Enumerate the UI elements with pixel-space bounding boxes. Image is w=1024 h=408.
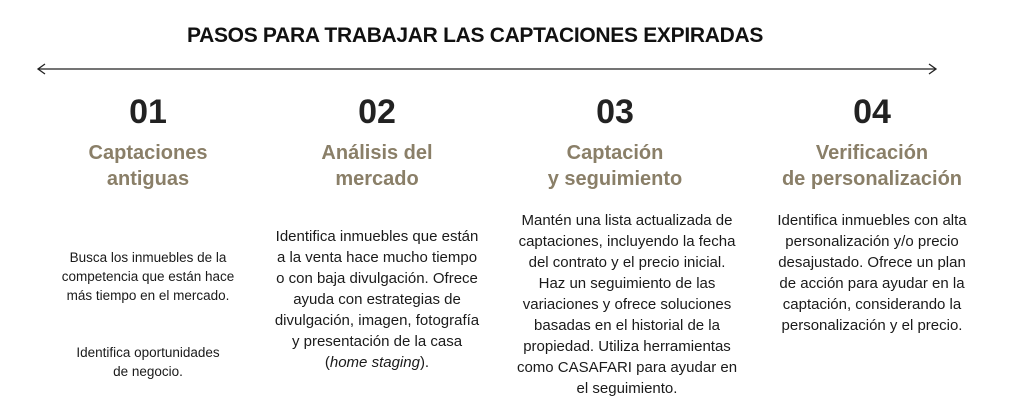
step-text-italic: home staging <box>329 354 420 371</box>
step-heading: Captaciones antiguas <box>88 142 208 190</box>
step-4 <box>760 92 984 192</box>
step-4-description: Identifica inmuebles con alta personalización y/o precio desajustado. Ofrece un plan de acción para ayudar en la captación, considerando la personalización y el precio. <box>777 212 967 334</box>
step-3-description: Mantén una lista actualizada de captaciones, incluyendo la fecha del contrato y el precio inicial. Haz un seguimiento de las variaciones y ofrece soluciones basadas en el historial de la propiedad. Utiliza herramientas como CASAFARI para ayudar en el seguimiento. <box>516 212 738 397</box>
step-number: 01 <box>129 93 167 131</box>
step-number: 02 <box>358 93 396 131</box>
step-2 <box>262 92 492 192</box>
step-heading: Verificación de personalización <box>781 142 963 190</box>
step-2-description <box>257 226 497 373</box>
step-text-paren: ( <box>324 354 330 371</box>
step-number: 04 <box>853 93 891 131</box>
step-text-end: ). <box>419 354 430 371</box>
step-3 <box>500 92 730 192</box>
step-1-description <box>48 229 248 400</box>
step-number: 03 <box>596 93 634 131</box>
step-paragraph: Identifica oportunidades de negocio. <box>76 345 220 379</box>
step-paragraph: Busca los inmuebles de la competencia que están hace más tiempo en el mercado. <box>61 250 235 303</box>
double-arrow-line <box>36 62 938 76</box>
step-1 <box>48 92 248 192</box>
step-text: Identifica inmuebles que están a la venta hace mucho tiempo o con baja divulgación. Ofrece ayuda con estrategias de divulgación, imagen, fotografía y presentación de la casa <box>274 228 480 350</box>
step-heading: Análisis del mercado <box>321 142 433 190</box>
page-title: PASOS PARA TRABAJAR LAS CAPTACIONES EXPIRADAS <box>186 24 764 47</box>
step-heading: Captación y seguimiento <box>547 142 683 190</box>
